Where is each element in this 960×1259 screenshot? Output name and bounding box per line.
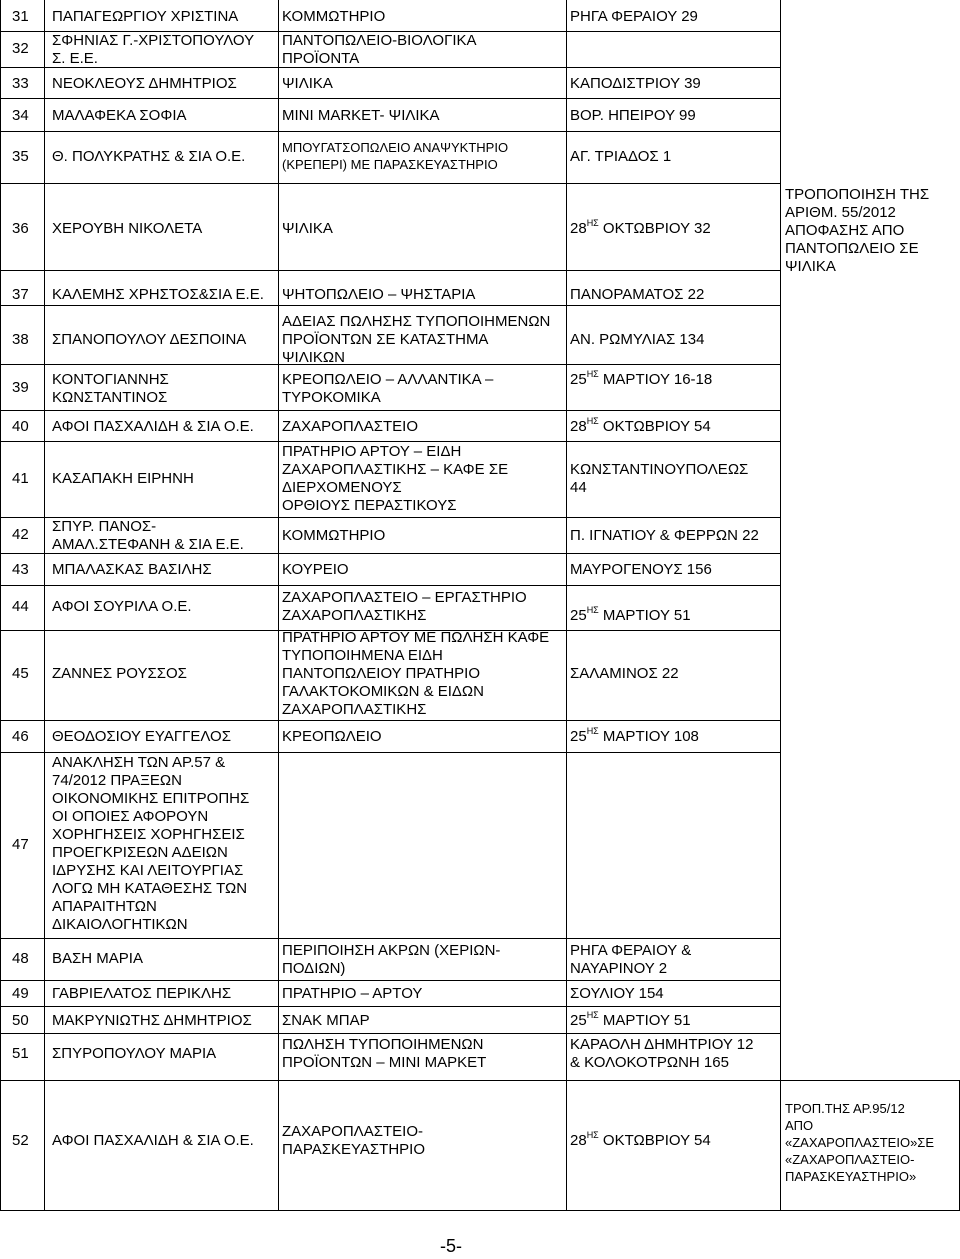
row-number: 37 [12,286,29,303]
address: $25^{H\Sigma}$ ΜΑΡΤΙΟΥ 108 [570,726,699,745]
business-type: ΨΙΛΙΚΩΝ [282,349,345,366]
owner-name: ΖΑΝΝΕΣ ΡΟΥΣΣΟΣ [52,665,187,682]
remark: ΠΑΝΤΟΠΩΛΕΙΟ ΣΕ [785,240,919,257]
row-remark: ΑΝΑΚΛΗΣΗ ΤΩΝ ΑΡ.57 & [52,754,226,771]
row-divider [0,67,780,68]
business-type: ΖΑΧΑΡΟΠΛΑΣΤΙΚΗΣ – ΚΑΦΕ ΣΕ [282,461,509,478]
column-divider [0,0,1,1211]
address: ΡΗΓΑ ΦΕΡΑΙΟΥ 29 [570,8,698,25]
address: 44 [570,479,587,496]
business-type: ΖΑΧΑΡΟΠΛΑΣΤΙΚΗΣ [282,701,427,718]
address: & ΚΟΛΟΚΟΤΡΩΝΗ 165 [570,1054,729,1071]
owner-name: ΧΕΡΟΥΒΗ ΝΙΚΟΛΕΤΑ [52,220,203,237]
remark: ΑΡΙΘΜ. 55/2012 [785,204,896,221]
owner-name: ΓΑΒΡΙΕΛΑΤΟΣ ΠΕΡΙΚΛΗΣ [52,985,232,1002]
row-number: 45 [12,665,29,682]
row-divider [0,720,780,721]
remark: ΤΡΟΠΟΠΟΙΗΣΗ ΤΗΣ [785,186,930,203]
row-divider [0,1080,960,1081]
row-number: 38 [12,331,29,348]
row-remark: ΟΙΚΟΝΟΜΙΚΗΣ ΕΠΙΤΡΟΠΗΣ [52,790,250,807]
row-divider [0,131,780,132]
business-type: ΨΗΤΟΠΩΛΕΙΟ – ΨΗΣΤΑΡΙΑ [282,286,476,303]
address: ΣΟΥΛΙΟΥ 154 [570,985,664,1002]
column-divider [566,0,567,1211]
owner-name: ΑΦΟΙ ΠΑΣΧΑΛΙΔΗ & ΣΙΑ Ο.Ε. [52,1132,254,1149]
business-type: ΟΡΘΙΟΥΣ ΠΕΡΑΣΤΙΚΟΥΣ [282,497,457,514]
row-number: 40 [12,418,29,435]
owner-name: ΚΑΛΕΜΗΣ ΧΡΗΣΤΟΣ&ΣΙΑ Ε.Ε. [52,286,264,303]
business-type: ΜΙΝΙ ΜARKET- ΨΙΛΙΚΑ [282,107,440,124]
business-type: ΠΑΡΑΣΚΕΥΑΣΤΗΡΙΟ [282,1141,426,1158]
owner-name: ΑΦΟΙ ΣΟΥΡΙΛΑ Ο.Ε. [52,598,192,615]
row-remark: ΧΟΡΗΓΗΣΕΙΣ ΧΟΡΗΓΗΣΕΙΣ [52,826,245,843]
owner-name: Σ. Ε.Ε. [52,50,98,67]
owner-name: ΜΠΑΛΑΣΚΑΣ ΒΑΣΙΛΗΣ [52,561,212,578]
business-type: ΠΡΟΪΟΝΤΩΝ – ΜΙΝΙ ΜΑΡΚΕΤ [282,1054,487,1071]
remark: ΠΑΡΑΣΚΕΥΑΣΤΗΡΙΟ» [785,1169,917,1184]
row-number: 36 [12,220,29,237]
row-remark: 74/2012 ΠΡΑΞΕΩΝ [52,772,182,789]
business-type: ΖΑΧΑΡΟΠΛΑΣΤΕΙΟ- [282,1123,423,1140]
owner-name: ΠΑΠΑΓΕΩΡΓΙΟΥ ΧΡΙΣΤΙΝΑ [52,8,239,25]
row-number: 33 [12,75,29,92]
owner-name: ΣΠΥΡ. ΠΑΝΟΣ- [52,518,157,535]
row-number: 50 [12,1012,29,1029]
business-type: ΔΙΕΡΧΟΜΕΝΟΥΣ [282,479,402,496]
business-type: ΤΥΡΟΚΟΜΙΚΑ [282,389,381,406]
owner-name: ΑΜΑΛ.ΣΤΕΦΑΝΗ & ΣΙΑ Ε.Ε. [52,536,244,553]
address: Π. ΙΓΝΑΤΙΟΥ & ΦΕΡΡΩΝ 22 [570,527,759,544]
business-type: ΤΥΠΟΠΟΙΗΜΕΝΑ ΕΙΔΗ [282,647,443,664]
row-remark: ΟΙ ΟΠΟΙΕΣ ΑΦΟΡΟΥΝ [52,808,209,825]
owner-name: ΚΩΝΣΤΑΝΤΙΝΟΣ [52,389,168,406]
row-divider [0,1033,780,1034]
row-divider [0,410,780,411]
row-divider [0,364,780,365]
business-type: ΠΟΔΙΩΝ) [282,960,346,977]
row-number: 52 [12,1132,29,1149]
business-type: ΖΑΧΑΡΟΠΛΑΣΤΕΙΟ [282,418,418,435]
row-remark: ΛΟΓΩ ΜΗ ΚΑΤΑΘΕΣΗΣ ΤΩΝ [52,880,248,897]
address: ΜΑΥΡΟΓΕΝΟΥΣ 156 [570,561,712,578]
address: ΚΑΠΟΔΙΣΤΡΙΟΥ 39 [570,75,701,92]
address: ΣΑΛΑΜΙΝΟΣ 22 [570,665,679,682]
owner-name: ΚΑΣΑΠΑΚΗ ΕΙΡΗΝΗ [52,470,194,487]
business-type: ΚΟΥΡΕΙΟ [282,561,349,578]
row-divider [0,938,780,939]
owner-name: ΜΑΛΑΦΕΚΑ ΣΟΦΙΑ [52,107,187,124]
address: ΝΑΥΑΡΙΝΟΥ 2 [570,960,668,977]
row-number: 44 [12,598,29,615]
row-remark: ΑΠΑΡΑΙΤΗΤΩΝ [52,898,157,915]
owner-name: ΝΕΟΚΛΕΟΥΣ ΔΗΜΗΤΡΙΟΣ [52,75,237,92]
row-number: 51 [12,1045,29,1062]
address: ΡΗΓΑ ΦΕΡΑΙΟΥ & [570,942,692,959]
row-divider [0,585,780,586]
address: $28^{H\Sigma}$ ΟΚΤΩΒΡΙΟΥ 54 [570,1130,711,1149]
remark: ΑΠΟΦΑΣΗΣ ΑΠΟ [785,222,905,239]
owner-name: Θ. ΠΟΛΥΚΡΑΤΗΣ & ΣΙΑ Ο.Ε. [52,148,246,165]
row-number: 42 [12,526,29,543]
owner-name: ΘΕΟΔΟΣΙΟΥ ΕΥΑΓΓΕΛΟΣ [52,728,231,745]
address: $25^{H\Sigma}$ ΜΑΡΤΙΟΥ 16-18 [570,369,713,388]
remark: «ΖΑΧΑΡΟΠΛΑΣΤΕΙΟ- [785,1152,915,1167]
business-type: ΠΕΡΙΠΟΙΗΣΗ ΑΚΡΩΝ (ΧΕΡΙΩΝ- [282,942,501,959]
business-type: ΚΟΜΜΩΤΗΡΙΟ [282,8,386,25]
row-number: 31 [12,8,29,25]
column-divider [780,0,781,1211]
column-divider [278,0,279,1211]
business-type: ΨΙΛΙΚΑ [282,75,333,92]
remark: ΤΡΟΠ.ΤΗΣ ΑΡ.95/12 [785,1101,905,1116]
address: ΑΝ. ΡΩΜΥΛΙΑΣ 134 [570,331,705,348]
owner-name: ΑΦΟΙ ΠΑΣΧΑΛΙΔΗ & ΣΙΑ Ο.Ε. [52,418,254,435]
business-type: ΖΑΧΑΡΟΠΛΑΣΤΕΙΟ – ΕΡΓΑΣΤΗΡΙΟ [282,589,527,606]
business-type: ΚΡΕΟΠΩΛΕΙΟ – ΑΛΛΑΝΤΙΚΑ – [282,371,494,388]
owner-name: ΒΑΣΗ ΜΑΡΙΑ [52,950,143,967]
address: ΑΓ. ΤΡΙΑΔΟΣ 1 [570,148,672,165]
business-type: ΠΑΝΤΟΠΩΛΕΙΟ-ΒΙΟΛΟΓΙΚΑ [282,32,477,49]
row-number: 49 [12,985,29,1002]
address: $28^{H\Sigma}$ ΟΚΤΩΒΡΙΟΥ 54 [570,416,711,435]
remark: ΑΠΟ [785,1118,814,1133]
business-type: ΨΙΛΙΚΑ [282,220,333,237]
row-remark: ΔΙΚΑΙΟΛΟΓΗΤΙΚΩΝ [52,916,188,933]
address: ΚΩΝΣΤΑΝΤΙΝΟΥΠΟΛΕΩΣ [570,461,749,478]
business-type: (ΚΡΕΠΕΡΙ) ΜΕ ΠΑΡΑΣΚΕΥΑΣΤΗΡΙΟ [282,157,498,172]
row-divider [0,270,780,271]
owner-name: ΣΠΑΝΟΠΟΥΛΟΥ ΔΕΣΠΟΙΝΑ [52,331,247,348]
column-divider [44,0,45,1211]
business-type: ΠΩΛΗΣΗ ΤΥΠΟΠΟΙΗΜΕΝΩΝ [282,1036,484,1053]
address: $28^{H\Sigma}$ ΟΚΤΩΒΡΙΟΥ 32 [570,218,711,237]
remark: «ΖΑΧΑΡΟΠΛΑΣΤΕΙΟ»ΣΕ [785,1135,935,1150]
address: ΒΟΡ. ΗΠΕΙΡΟΥ 99 [570,107,696,124]
row-number: 41 [12,470,29,487]
address: ΚΑΡΑΟΛΗ ΔΗΜΗΤΡΙΟΥ 12 [570,1036,754,1053]
business-type: ΠΡΑΤΗΡΙΟ ΑΡΤΟΥ ΜΕ ΠΩΛΗΣΗ ΚΑΦΕ [282,629,550,646]
owner-name: ΣΦΗΝΙΑΣ Γ.-ΧΡΙΣΤΟΠΟΥΛΟΥ [52,32,255,49]
row-divider [0,183,780,184]
business-type: ΚΟΜΜΩΤΗΡΙΟ [282,527,386,544]
row-number: 46 [12,728,29,745]
owner-name: ΜΑΚΡΥΝΙΩΤΗΣ ΔΗΜΗΤΡΙΟΣ [52,1012,252,1029]
business-type: ΠΡΟΪΟΝΤΩΝ ΣΕ ΚΑΤΑΣΤΗΜΑ [282,331,489,348]
row-number: 39 [12,379,29,396]
row-number: 34 [12,107,29,124]
business-type: ΖΑΧΑΡΟΠΛΑΣΤΙΚΗΣ [282,607,427,624]
row-divider [0,980,780,981]
business-type: ΠΡΑΤΗΡΙΟ ΑΡΤΟΥ – ΕΙΔΗ [282,443,462,460]
business-type: ΠΡΑΤΗΡΙΟ – ΑΡΤΟΥ [282,985,423,1002]
business-type: ΓΑΛΑΚΤΟΚΟΜΙΚΩΝ & ΕΙΔΩΝ [282,683,484,700]
business-type: ΠΑΝΤΟΠΩΛΕΙΟΥ ΠΡΑΤΗΡΙΟ [282,665,481,682]
row-remark: ΠΡΟΕΓΚΡΙΣΕΩΝ ΑΔΕΙΩΝ [52,844,228,861]
owner-name: ΚΟΝΤΟΓΙΑΝΝΗΣ [52,371,169,388]
address: $25^{H\Sigma}$ ΜΑΡΤΙΟΥ 51 [570,605,691,624]
business-type: ΚΡΕΟΠΩΛΕΙΟ [282,728,382,745]
business-type: ΜΠΟΥΓΑΤΣΟΠΩΛΕΙΟ ΑΝΑΨΥΚΤΗΡΙΟ [282,140,509,155]
row-divider [0,305,780,306]
page-number: -5- [440,1236,462,1256]
row-divider [0,1006,780,1007]
business-type: ΑΔΕΙΑΣ ΠΩΛΗΣΗΣ ΤΥΠΟΠΟΙΗΜΕΝΩΝ [282,313,551,330]
address: ΠΑΝΟΡΑΜΑΤΟΣ 22 [570,286,705,303]
remark: ΨΙΛΙΚΑ [785,258,836,275]
owner-name: ΣΠΥΡΟΠΟΥΛΟΥ ΜΑΡΙΑ [52,1045,217,1062]
business-type: ΠΡΟΪΟΝΤΑ [282,50,360,67]
row-divider [0,98,780,99]
row-divider [0,752,780,753]
address: $25^{H\Sigma}$ ΜΑΡΤΙΟΥ 51 [570,1010,691,1029]
row-number: 48 [12,950,29,967]
row-number: 32 [12,40,29,57]
row-divider [0,1210,960,1211]
row-number: 47 [12,836,29,853]
row-divider [0,441,780,442]
row-number: 35 [12,148,29,165]
row-number: 43 [12,561,29,578]
row-remark: ΙΔΡΥΣΗΣ ΚΑΙ ΛΕΙΤΟΥΡΓΙΑΣ [52,862,244,879]
business-type: ΣΝΑΚ ΜΠΑΡ [282,1012,370,1029]
